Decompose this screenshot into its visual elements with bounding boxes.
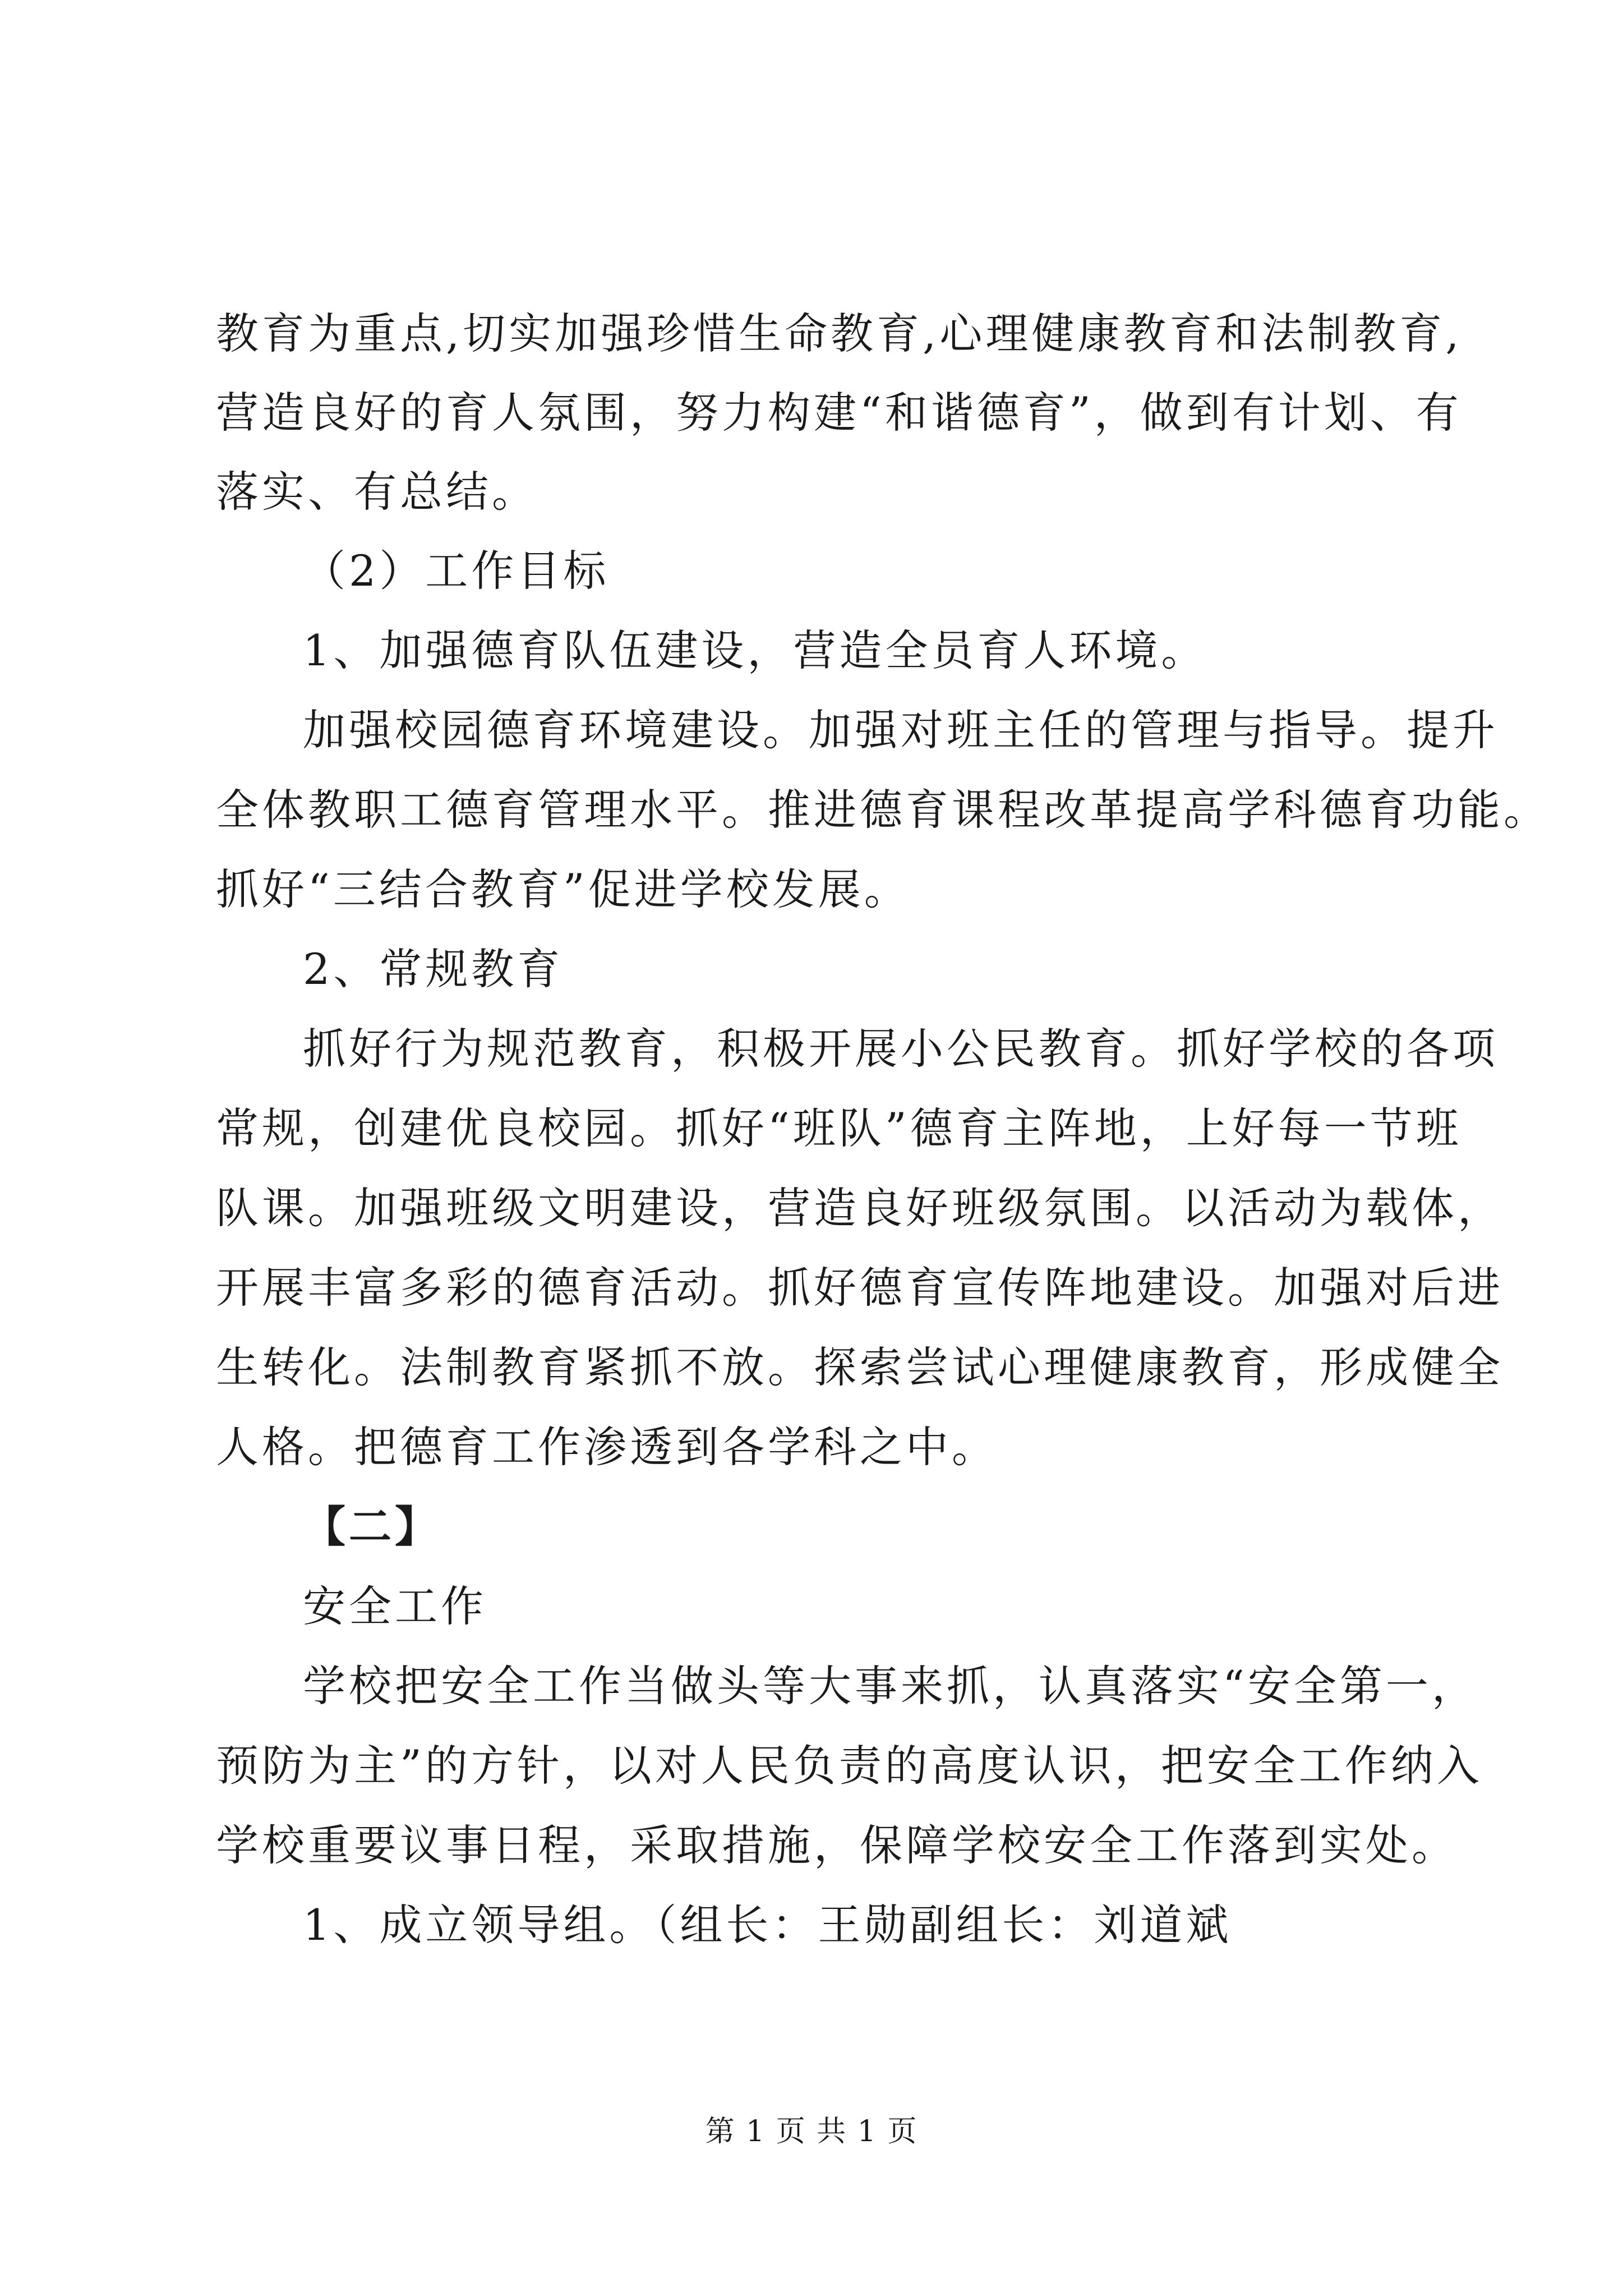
subsection-heading: 1、加强德育队伍建设，营造全员育人环境。 (303, 625, 1207, 675)
paragraph-line: 学校把安全工作当做头等大事来抓，认真落实“安全第一， (303, 1661, 1478, 1711)
section-heading: 安全工作 (303, 1581, 487, 1631)
paragraph-line: 生转化。法制教育紧抓不放。探索尝试心理健康教育，形成健全 (216, 1342, 1504, 1392)
paragraph-line: 落实、有总结。 (216, 467, 538, 517)
paragraph-line: 抓好“三结合教育”促进学校发展。 (216, 864, 910, 914)
paragraph-line: 预防为主”的方针，以对人民负责的高度认识，把安全工作纳入 (216, 1741, 1483, 1791)
paragraph-line: 教育为重点,切实加强珍惜生命教育,心理健康教育和法制教育, (216, 309, 1463, 358)
paragraph-line: 队课。加强班级文明建设，营造良好班级氛围。以活动为载体， (216, 1183, 1504, 1233)
paragraph-line: 营造良好的育人氛围，努力构建“和谐德育”，做到有计划、有 (216, 388, 1462, 438)
paragraph-line: 人格。把德育工作渗透到各学科之中。 (216, 1422, 998, 1472)
section-marker: 【二】 (303, 1502, 441, 1552)
paragraph-line: 1、成立领导组。（组长：王勋副组长：刘道斌 (303, 1900, 1232, 1950)
section-heading: （2）工作目标 (303, 546, 610, 596)
page-footer: 第 1 页 共 1 页 (705, 2115, 918, 2148)
paragraph-line: 常规，创建优良校园。抓好“班队”德育主阵地，上好每一节班 (216, 1103, 1462, 1153)
paragraph-line: 开展丰富多彩的德育活动。抓好德育宣传阵地建设。加强对后进 (216, 1263, 1504, 1313)
paragraph-line: 全体教职工德育管理水平。推进德育课程改革提高学科德育功能。 (216, 785, 1550, 835)
subsection-heading: 2、常规教育 (303, 944, 564, 994)
paragraph-line: 学校重要议事日程，采取措施，保障学校安全工作落到实处。 (216, 1820, 1458, 1870)
paragraph-line: 抓好行为规范教育，积极开展小公民教育。抓好学校的各项 (303, 1024, 1498, 1074)
paragraph-line: 加强校园德育环境建设。加强对班主任的管理与指导。提升 (303, 705, 1498, 755)
